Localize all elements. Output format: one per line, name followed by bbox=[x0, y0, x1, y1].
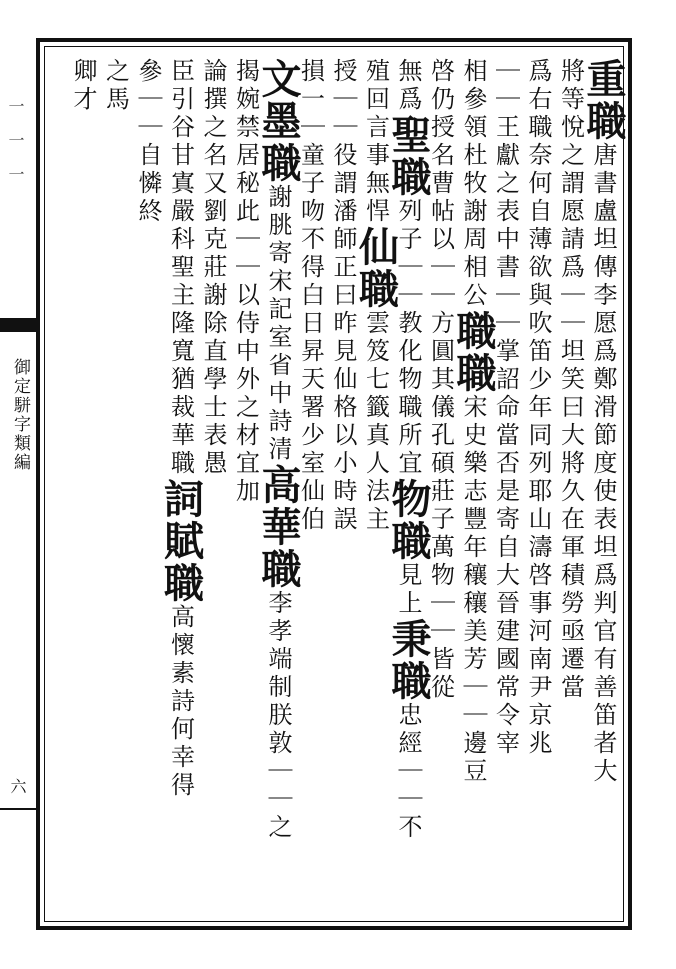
entry-text: 高懷素詩何幸得 bbox=[166, 604, 195, 800]
page-number: 六 bbox=[8, 778, 27, 794]
entry-text: 爲右職奈何自薄欲與吹笛少年同列耶山濤啓事河南尹京兆 bbox=[524, 58, 552, 758]
entry-heading: 仙職 bbox=[352, 226, 400, 310]
entry-heading: 職職 bbox=[450, 310, 497, 394]
entry-heading: 重職 bbox=[580, 58, 627, 142]
entry-heading: 高華職 bbox=[255, 464, 302, 590]
entry-text: 唐書盧坦傳李愿爲鄭滑節度使表坦爲判官有善笛者大 bbox=[589, 142, 617, 786]
left-margin bbox=[0, 38, 36, 930]
entry-text: 列子｜｜教化物職所宜 bbox=[394, 198, 422, 478]
entry-text: 忠經｜｜不 bbox=[394, 702, 422, 842]
entry-heading: 文墨職 bbox=[255, 58, 302, 184]
entry-text: 授｜｜役謂潘師正曰昨見仙格以小時誤 bbox=[329, 58, 357, 534]
entry-text: 見上 bbox=[394, 562, 422, 618]
entry-text: 參｜｜自憐終 bbox=[134, 58, 162, 226]
entry-text: 將等悅之謂愿請爲｜｜坦笑曰大將久在軍積勞亟遷當 bbox=[556, 58, 585, 702]
book-title: 御定駢字類編 bbox=[10, 358, 30, 472]
entry-heading: 秉職 bbox=[385, 618, 432, 702]
text-column bbox=[328, 58, 358, 534]
entry-text: 啓仍授名曹帖以｜｜方圓其儀孔碩莊子萬物｜｜皆從 bbox=[426, 58, 455, 702]
text-column bbox=[255, 58, 302, 842]
entry-text: 之馬 bbox=[101, 58, 130, 114]
text-column bbox=[523, 58, 553, 758]
entry-text: 雲笈七籤真人法主 bbox=[361, 310, 390, 534]
entry-heading: 聖職 bbox=[385, 114, 432, 198]
entry-text: 謝朓寄宋記室省中詩清 bbox=[264, 184, 292, 464]
margin-rule bbox=[0, 808, 36, 810]
text-column bbox=[231, 58, 261, 506]
text-column bbox=[580, 58, 627, 786]
entry-text: 揭婉禁居秘此｜｜以侍中外之材宜加 bbox=[231, 58, 260, 506]
entry-text: 殖 bbox=[361, 58, 390, 86]
text-column bbox=[133, 58, 163, 226]
entry-text: 無爲 bbox=[394, 58, 422, 114]
margin-marks: 一一一 bbox=[6, 98, 25, 200]
entry-text: 卿才 bbox=[69, 58, 97, 114]
entry-heading: 物職 bbox=[385, 478, 432, 562]
text-column bbox=[491, 58, 521, 758]
entry-heading: 詞賦職 bbox=[157, 478, 205, 604]
entry-text: 相參領杜牧謝周相公 bbox=[459, 58, 487, 310]
text-column bbox=[385, 58, 432, 842]
entry-text: 回言事無悍 bbox=[361, 86, 390, 226]
text-column bbox=[101, 58, 131, 114]
entry-text: 損一｜童子吻不得白日昇天署少室仙伯 bbox=[296, 58, 325, 534]
entry-text: 宋史樂志豐年穰穰美芳｜｜邊豆 bbox=[459, 394, 487, 786]
text-column bbox=[450, 58, 497, 786]
entry-text: ｜｜王獻之表中書｜｜掌詔命當否是寄自大晉建國常令宰 bbox=[491, 58, 520, 758]
margin-band bbox=[0, 318, 36, 332]
entry-text: 李孝端制朕敦｜｜之 bbox=[264, 590, 292, 842]
text-column bbox=[556, 58, 586, 702]
text-column bbox=[157, 58, 205, 800]
entry-text: 論撰之名又劉克莊謝除直學士表愚 bbox=[199, 58, 227, 478]
text-column bbox=[68, 58, 98, 114]
text-column bbox=[198, 58, 228, 478]
text-column bbox=[352, 58, 400, 534]
entry-text: 臣引谷甘寘嚴科聖主隆寬猶裁華職 bbox=[166, 58, 195, 478]
